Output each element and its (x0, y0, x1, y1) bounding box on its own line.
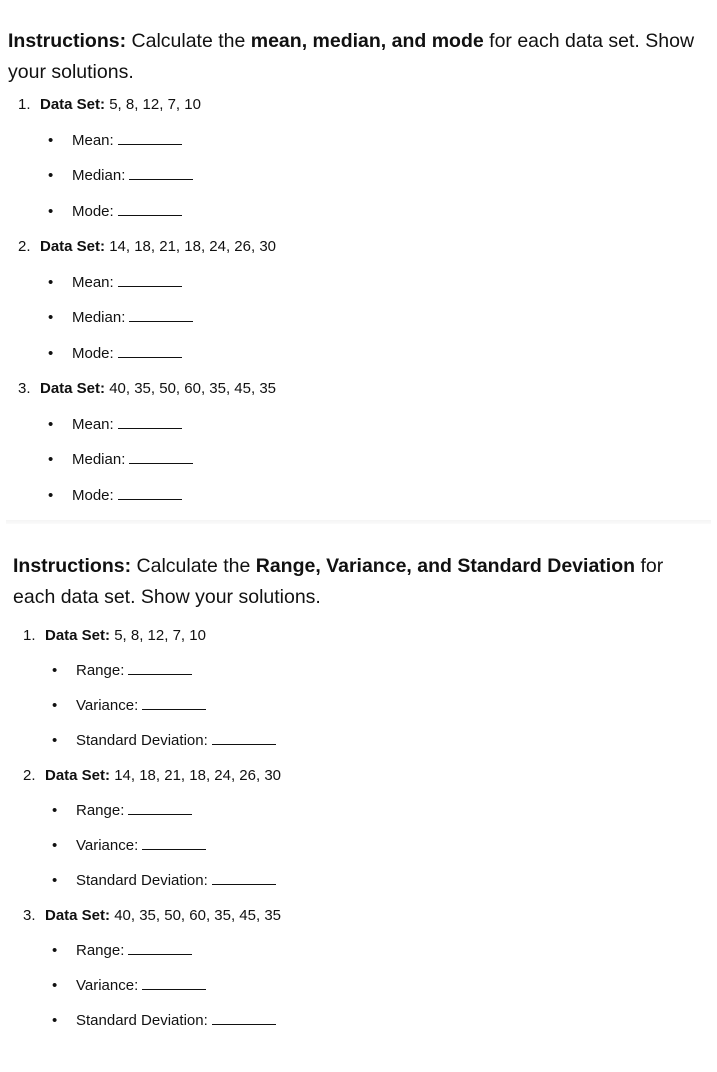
answer-blank[interactable] (128, 940, 192, 955)
answer-label: Range: (76, 942, 125, 959)
answer-label: Standard Deviation: (76, 1012, 208, 1029)
answer-label: Variance: (76, 837, 139, 854)
answer-label: Mean: (72, 131, 114, 149)
answer-blank[interactable] (212, 1010, 276, 1025)
answer-label: Median: (72, 451, 126, 468)
answer-label: Mean: (72, 415, 114, 433)
bullet-icon: • (52, 697, 58, 714)
question-3 (0, 905, 717, 927)
answer-item-range (0, 660, 717, 682)
data-set-label: Data Set: (45, 907, 111, 924)
answer-item-variance (0, 695, 717, 717)
answer-item-median (0, 449, 717, 471)
answer-blank[interactable] (129, 165, 193, 180)
answer-label: Range: (76, 662, 125, 679)
answer-label: Mean: (72, 273, 114, 291)
answer-item-range (0, 800, 717, 822)
instructions-text: for each data set. Show your solutions. (13, 555, 664, 608)
answer-item-standard-deviation (0, 730, 717, 752)
question-3 (0, 378, 717, 400)
answer-item-median (0, 165, 717, 187)
question-number: 2. (18, 238, 31, 255)
answer-label: Median: (72, 167, 126, 184)
question-2 (0, 765, 717, 787)
data-set-values: 14, 18, 21, 18, 24, 26, 30 (105, 238, 277, 255)
answer-item-mean (0, 272, 717, 294)
data-set-label: Data Set: (40, 238, 106, 255)
answer-blank[interactable] (129, 307, 193, 322)
bullet-icon: • (48, 451, 54, 468)
instructions-label: Instructions: (13, 555, 132, 577)
bullet-icon: • (52, 662, 58, 679)
instructions-text: for each data set. Show your solutions. (8, 30, 695, 83)
bullet-icon: • (48, 273, 54, 291)
answer-label: Range: (76, 802, 125, 819)
answer-item-variance (0, 835, 717, 857)
instructions-label: Instructions: (8, 30, 127, 52)
question-2 (0, 236, 717, 258)
answer-label: Mode: (72, 486, 114, 504)
bullet-icon: • (48, 202, 54, 220)
answer-label: Variance: (76, 977, 139, 994)
answer-blank[interactable] (212, 870, 276, 885)
instructions-paragraph (0, 26, 708, 88)
answer-label: Median: (72, 309, 126, 326)
question-number: 2. (23, 767, 36, 784)
answer-item-variance (0, 975, 717, 997)
answer-blank[interactable] (142, 835, 206, 850)
data-set-label: Data Set: (45, 767, 111, 784)
data-set-values: 5, 8, 12, 7, 10 (110, 627, 206, 644)
bullet-icon: • (52, 802, 58, 819)
bullet-icon: • (52, 837, 58, 854)
bullet-icon: • (52, 732, 58, 749)
answer-blank[interactable] (118, 485, 182, 500)
data-set-values: 40, 35, 50, 60, 35, 45, 35 (110, 907, 282, 924)
answer-item-median (0, 307, 717, 329)
question-number: 3. (23, 907, 36, 924)
bullet-icon: • (52, 977, 58, 994)
bullet-icon: • (48, 486, 54, 504)
question-number: 1. (23, 627, 36, 644)
data-set-label: Data Set: (40, 96, 106, 113)
answer-blank[interactable] (128, 800, 192, 815)
bullet-icon: • (48, 167, 54, 184)
instructions-paragraph (0, 551, 708, 613)
answer-item-mode (0, 343, 717, 365)
answer-item-range (0, 940, 717, 962)
answer-blank[interactable] (118, 272, 182, 287)
instructions-text: Calculate the (131, 555, 256, 577)
answer-item-mode (0, 485, 717, 507)
bullet-icon: • (52, 872, 58, 889)
section-divider (6, 520, 711, 524)
answer-blank[interactable] (118, 130, 182, 145)
data-set-values: 40, 35, 50, 60, 35, 45, 35 (105, 380, 277, 397)
answer-label: Standard Deviation: (76, 732, 208, 749)
answer-item-mode (0, 201, 717, 223)
answer-label: Mode: (72, 344, 114, 362)
section-mean-median-mode (0, 26, 717, 507)
question-1 (0, 625, 717, 647)
answer-item-mean (0, 130, 717, 152)
answer-item-standard-deviation (0, 1010, 717, 1032)
data-set-values: 5, 8, 12, 7, 10 (105, 96, 201, 113)
answer-blank[interactable] (129, 449, 193, 464)
bullet-icon: • (48, 309, 54, 326)
answer-blank[interactable] (142, 975, 206, 990)
instructions-emphasis: Range, Variance, and Standard Deviation (255, 555, 636, 577)
answer-blank[interactable] (118, 343, 182, 358)
answer-item-standard-deviation (0, 870, 717, 892)
data-set-values: 14, 18, 21, 18, 24, 26, 30 (110, 767, 282, 784)
question-1 (0, 94, 717, 116)
data-set-label: Data Set: (40, 380, 106, 397)
answer-blank[interactable] (118, 201, 182, 216)
instructions-text: Calculate the (126, 30, 251, 52)
answer-item-mean (0, 414, 717, 436)
instructions-emphasis: mean, median, and mode (250, 30, 484, 52)
question-number: 3. (18, 380, 31, 397)
answer-label: Variance: (76, 697, 139, 714)
answer-blank[interactable] (212, 730, 276, 745)
answer-blank[interactable] (128, 660, 192, 675)
answer-blank[interactable] (118, 414, 182, 429)
answer-blank[interactable] (142, 695, 206, 710)
question-number: 1. (18, 96, 31, 113)
bullet-icon: • (48, 344, 54, 362)
section-range-variance-sd (0, 551, 717, 1032)
bullet-icon: • (48, 415, 54, 433)
data-set-label: Data Set: (45, 627, 111, 644)
bullet-icon: • (52, 942, 58, 959)
answer-label: Mode: (72, 202, 114, 220)
bullet-icon: • (52, 1012, 58, 1029)
bullet-icon: • (48, 131, 54, 149)
answer-label: Standard Deviation: (76, 872, 208, 889)
